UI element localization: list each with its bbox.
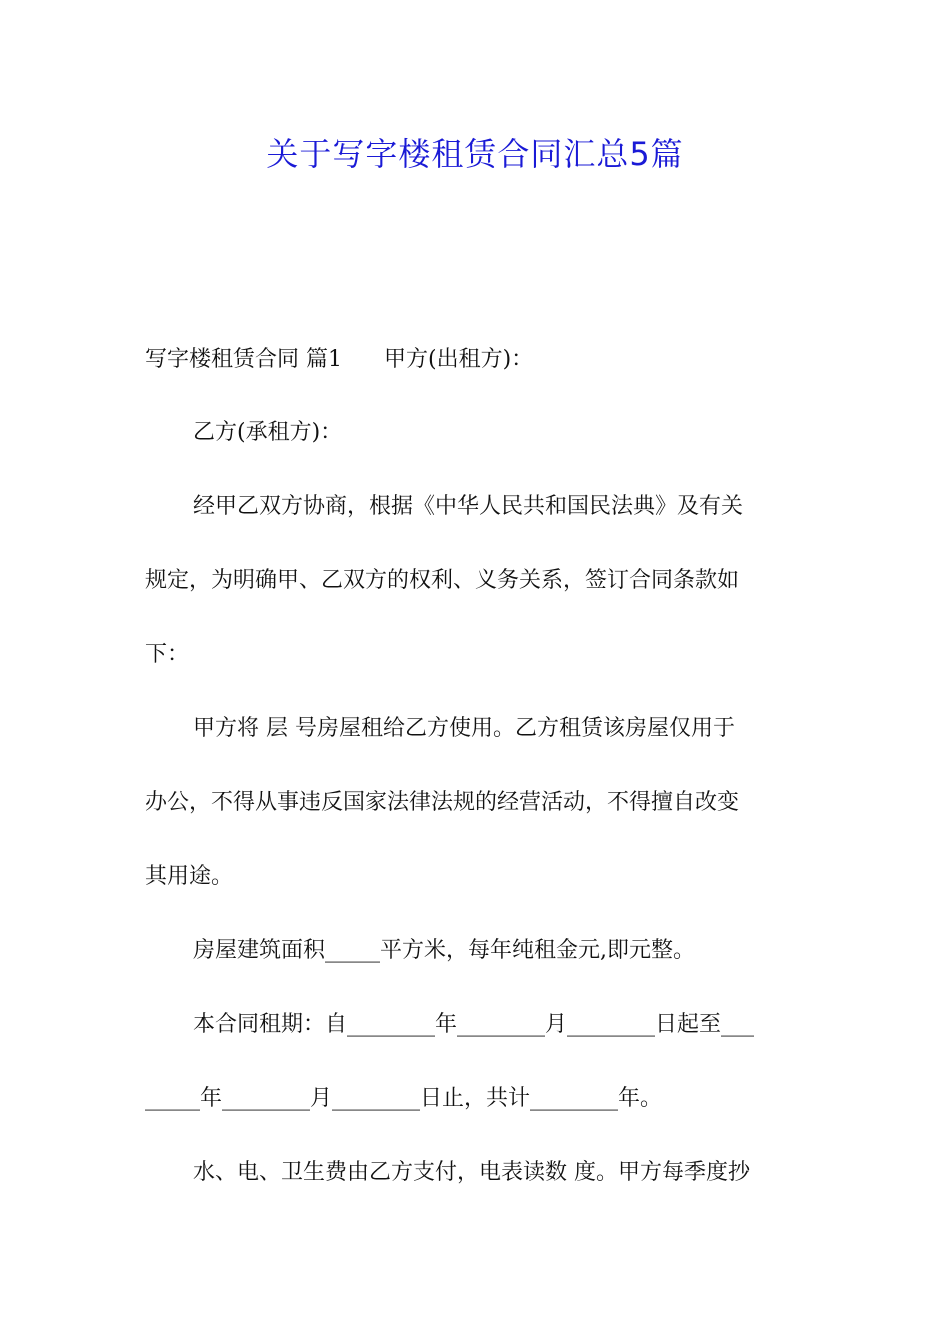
paragraph-line: 本合同租期：自________年________月________日起至___ <box>193 1012 755 1037</box>
paragraph-line: 规定，为明确甲、乙双方的权利、义务关系，签订合同条款如 <box>145 568 740 593</box>
paragraph-line: 房屋建筑面积_____平方米，每年纯租金元,即元整。 <box>193 938 695 963</box>
party-b-line: 乙方(承租方)： <box>193 420 343 445</box>
paragraph-line: _____年________月________日止，共计________年。 <box>145 1086 663 1111</box>
paragraph-line: 甲方将 层 号房屋租给乙方使用。乙方租赁该房屋仅用于 <box>193 716 735 741</box>
paragraph-line: 其用途。 <box>145 864 234 889</box>
paragraph-line: 下： <box>145 642 190 667</box>
document-title: 关于写字楼租赁合同汇总5篇 <box>266 135 684 173</box>
party-a-label: 甲方(出租方)： <box>384 347 534 372</box>
paragraph-heading-line <box>145 340 533 380</box>
contract-heading: 写字楼租赁合同 篇1 <box>145 347 342 372</box>
paragraph-line: 经甲乙双方协商，根据《中华人民共和国民法典》及有关 <box>193 494 744 519</box>
paragraph-line: 水、电、卫生费由乙方支付，电表读数 度。甲方每季度抄 <box>193 1160 750 1185</box>
paragraph-line: 办公，不得从事违反国家法律法规的经营活动，不得擅自改变 <box>145 790 740 815</box>
